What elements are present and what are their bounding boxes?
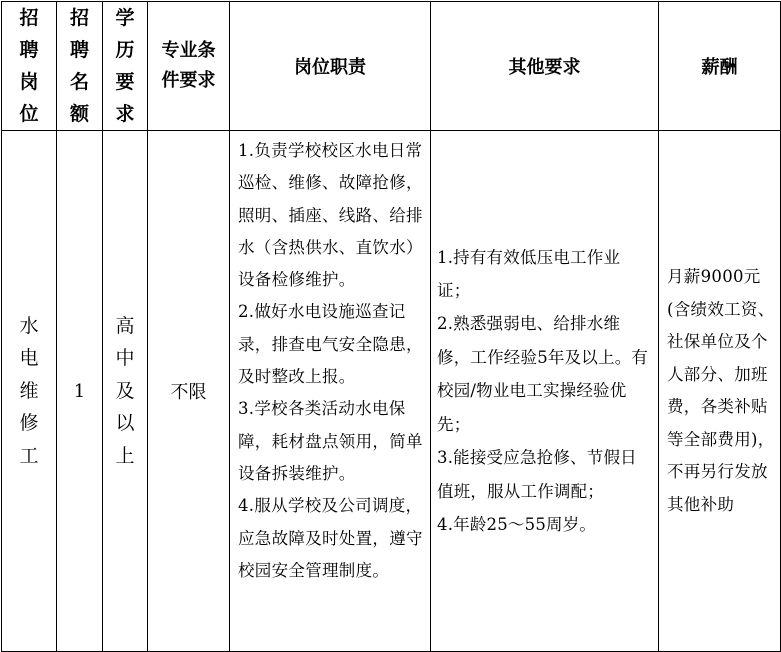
duty-item: 2.做好水电设施巡查记录，排查电气安全隐患，及时整改上报。	[238, 302, 423, 387]
header-position: 招 聘 岗 位	[2, 2, 57, 131]
cell-count: 1	[57, 131, 103, 652]
requirement-item: 1.持有有效低压电工作业证；	[437, 247, 621, 301]
duty-item: 4.服从学校及公司调度，应急故障及时处置，遵守校园安全管理制度。	[238, 496, 423, 580]
requirement-item: 2.熟悉强弱电、给排水维修，工作经验5年及以上。有校园/物业电工实操经验优先；	[437, 314, 649, 434]
duty-item: 3.学校各类活动水电保障，耗材盘点领用，简单设备拆装维护。	[238, 399, 423, 483]
header-other-requirements: 其他要求	[431, 2, 659, 131]
cell-education: 高 中 及 以 上	[103, 131, 148, 652]
header-major: 专业条 件要求	[148, 2, 230, 131]
table-row	[2, 131, 781, 652]
header-row	[2, 2, 781, 131]
cell-salary: 月薪9000元(含绩效工资、社保单位及个人部分、加班费，各类补贴等全部费用)，不再另行发放其他补助	[659, 131, 781, 652]
cell-major: 不限	[148, 131, 230, 652]
cell-duties	[230, 131, 431, 652]
requirement-item: 3.能接受应急抢修、节假日值班，服从工作调配；	[437, 448, 637, 501]
recruitment-table	[1, 1, 781, 652]
header-duties: 岗位职责	[230, 2, 431, 131]
requirement-item: 4.年龄25～55周岁。	[437, 514, 597, 534]
duty-item: 1.负责学校校区水电日常巡检、维修、故障抢修，照明、插座、线路、给排水（含热供水、直饮水）设备检修维护。	[238, 141, 423, 290]
cell-position: 水 电 维 修 工	[2, 131, 57, 652]
cell-other-requirements	[431, 131, 659, 652]
header-salary: 薪酬	[659, 2, 781, 131]
header-count: 招 聘 名 额	[57, 2, 103, 131]
header-education: 学 历 要 求	[103, 2, 148, 131]
